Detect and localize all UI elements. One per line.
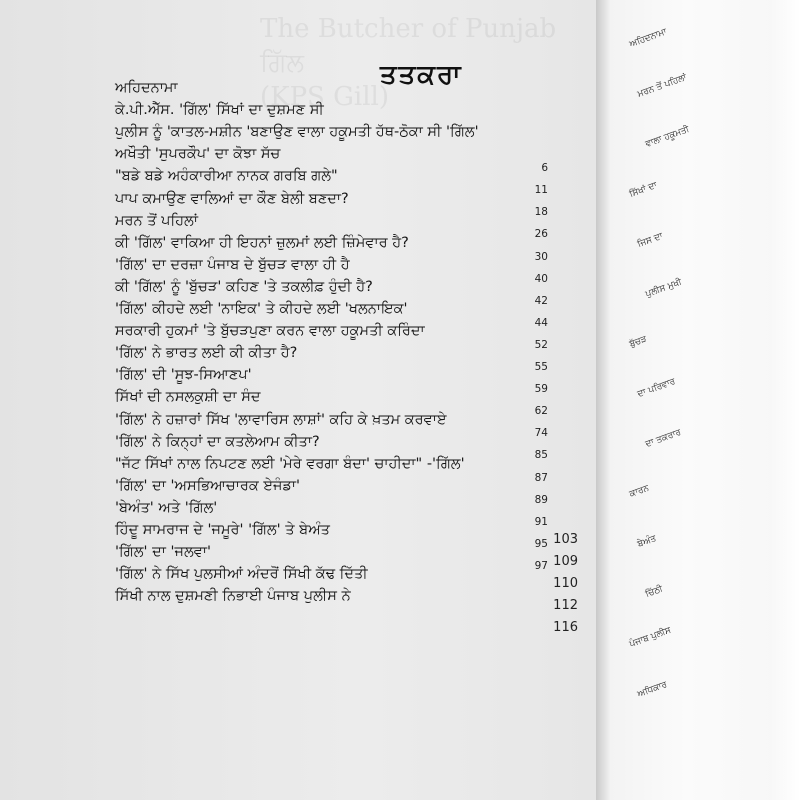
toc-entry: ਸਰਕਾਰੀ ਹੁਕਮਾਂ 'ਤੇ ਬੁੱਚੜਪੁਣਾ ਕਰਨ ਵਾਲਾ ਹਕੂਮਤੀ ਕਰਿੰਦਾ: [115, 323, 425, 340]
right-page-fragment: ਅਧਿਕਾਰ: [636, 679, 669, 700]
toc-page-number: 112: [553, 598, 578, 614]
toc-entry: 'ਗਿੱਲ' ਨੇ ਹਜ਼ਾਰਾਂ ਸਿੱਖ 'ਲਾਵਾਰਿਸ ਲਾਸ਼ਾਂ' ਕਹਿ ਕੇ ਖ਼ਤਮ ਕਰਵਾਏ: [115, 411, 447, 428]
toc-page-number: 91: [534, 515, 548, 528]
toc-page-number: 44: [534, 316, 548, 329]
toc-page-number: 6: [541, 162, 548, 175]
toc-page-number: 103: [553, 532, 578, 547]
toc-page-number: 26: [534, 228, 548, 241]
toc-entry: "ਜੱਟ ਸਿੱਖਾਂ ਨਾਲ ਨਿਪਟਣ ਲਈ 'ਮੇਰੇ ਵਰਗਾ ਬੰਦਾ' ਚਾਹੀਦਾ" -'ਗਿੱਲ': [115, 455, 465, 472]
toc-entry: ਸਿੱਖੀ ਨਾਲ ਦੁਸ਼ਮਣੀ ਨਿਭਾਈ ਪੰਜਾਬ ਪੁਲੀਸ ਨੇ: [115, 588, 351, 605]
toc-entry: ਹਿੰਦੂ ਸਾਮਰਾਜ ਦੇ 'ਜਮੂਰੇ' 'ਗਿੱਲ' ਤੇ ਬੇਅੰਤ: [115, 522, 330, 538]
toc-entry: "ਬਡੇ ਬਡੇ ਅਹੰਕਾਰੀਆ ਨਾਨਕ ਗਰਬਿ ਗਲੇ": [115, 168, 338, 185]
toc-page-number: 109: [553, 554, 578, 570]
toc-page-number: 59: [534, 383, 548, 396]
toc-entry: 'ਗਿੱਲ' ਨੇ ਕਿਨ੍ਹਾਂ ਦਾ ਕਤਲੇਆਮ ਕੀਤਾ?: [115, 433, 320, 450]
toc-page-number: 62: [534, 405, 548, 418]
book-gutter: [596, 0, 610, 800]
toc-entry: 'ਗਿੱਲ' ਦਾ 'ਜਲਵਾ': [115, 544, 211, 561]
right-page-fragment: ਅਹਿਦਨਾਮਾ: [628, 27, 669, 50]
right-page-fragment: ਬੇਅੰਤ: [636, 533, 658, 550]
toc-entry: ਅਹਿਦਨਾਮਾ: [115, 80, 178, 96]
toc-entry: ਅਖੌਤੀ 'ਸੁਪਰਕੌਪ' ਦਾ ਕੋਝਾ ਸੱਚ: [115, 146, 281, 163]
toc-page-number: 97: [534, 559, 548, 572]
toc-page-number: 85: [534, 449, 548, 462]
right-page-fragment: ਦਾ ਤਕਰਾਰ: [644, 427, 683, 450]
toc-entry: ਕੀ 'ਗਿੱਲ' ਨੂੰ 'ਬੁੱਚੜ' ਕਹਿਣ 'ਤੇ ਤਕਲੀਫ਼ ਹੁੰਦੀ ਹੈ?: [115, 278, 373, 295]
toc-page-number: 95: [534, 537, 548, 550]
right-page-fragment: ਜਿਸ ਦਾ: [636, 231, 665, 250]
toc-entry: 'ਗਿੱਲ' ਦਾ ਦਰਜ਼ਾ ਪੰਜਾਬ ਦੇ ਬੁੱਚੜ ਵਾਲਾ ਹੀ ਹੈ: [115, 256, 350, 273]
toc-page-number: 40: [534, 272, 548, 285]
right-page-fragment: ਦਾ ਪਰਿਵਾਰ: [636, 376, 677, 400]
toc-entry: 'ਗਿੱਲ' ਨੇ ਭਾਰਤ ਲਈ ਕੀ ਕੀਤਾ ਹੈ?: [115, 345, 298, 362]
toc-page-number: 116: [553, 620, 578, 636]
bleed-line: The Butcher of Punjab: [260, 14, 557, 44]
toc-page-number: 18: [534, 206, 548, 219]
toc-page-number: 74: [534, 427, 548, 440]
toc-entry: ਪਾਪ ਕਮਾਉਣ ਵਾਲਿਆਂ ਦਾ ਕੌਣ ਬੇਲੀ ਬਣਦਾ?: [115, 190, 349, 207]
toc-page-number: 52: [534, 338, 548, 351]
right-page-fragment: ਮਰਨ ਤੋਂ ਪਹਿਲਾਂ: [636, 72, 689, 100]
toc-entry: ਪੁਲੀਸ ਨੂੰ 'ਕਾਤਲ-ਮਸ਼ੀਨ 'ਬਣਾਉਣ ਵਾਲਾ ਹਕੂਮਤੀ ਹੱਥ-ਠੋਕਾ ਸੀ 'ਗਿੱਲ': [115, 124, 479, 141]
right-page-fragment: ਕਾਰਨ: [628, 483, 651, 500]
toc-title: ਤਤਕਰਾ: [380, 60, 463, 90]
toc-entry: ਕੇ.ਪੀ.ਐੱਸ. 'ਗਿੱਲ' ਸਿੱਖਾਂ ਦਾ ਦੁਸ਼ਮਣ ਸੀ: [115, 102, 324, 119]
toc-page-number: 11: [534, 184, 548, 197]
toc-entry: 'ਗਿੱਲ' ਦਾ 'ਅਸਭਿਆਚਾਰਕ ਏਜੰਡਾ': [115, 477, 301, 494]
toc-entry: ਸਿੱਖਾਂ ਦੀ ਨਸਲਕੁਸ਼ੀ ਦਾ ਸੰਦ: [115, 389, 261, 406]
right-page-fragment: ਪੰਜਾਬ ਪੁਲੀਸ: [628, 625, 673, 650]
toc-entry: ਕੀ 'ਗਿੱਲ' ਵਾਕਿਆ ਹੀ ਇਹਨਾਂ ਜ਼ੁਲਮਾਂ ਲਈ ਜ਼ਿੰਮੇਵਾਰ ਹੈ?: [115, 234, 409, 251]
right-page-fragment: ਬੁੱਚੜ: [628, 334, 649, 350]
bleed-line: (KPS Gill): [260, 82, 389, 112]
right-page-fragment: ਚਿੱਠੀ: [644, 584, 665, 600]
toc-page-number: 89: [534, 493, 548, 506]
toc-page-number: 87: [534, 471, 548, 484]
toc-page-number: 110: [553, 576, 578, 592]
right-page-fragment: ਪੁਲੀਸ ਮੁਖੀ: [644, 277, 684, 300]
toc-entry: ਮਰਨ ਤੋਂ ਪਹਿਲਾਂ: [115, 212, 198, 229]
toc-page-number: 30: [534, 250, 548, 263]
toc-entry: 'ਗਿੱਲ' ਕੀਹਦੇ ਲਈ 'ਨਾਇਕ' ਤੇ ਕੀਹਦੇ ਲਈ 'ਖਲਨਾਇਕ': [115, 301, 408, 317]
toc-page-number: 55: [534, 361, 548, 373]
toc-entry: 'ਬੇਅੰਤ' ਅਤੇ 'ਗਿੱਲ': [115, 499, 218, 516]
toc-page-number: 42: [534, 294, 548, 307]
bleed-line: ਗਿੱਲ: [260, 48, 305, 78]
toc-entry: 'ਗਿੱਲ' ਨੇ ਸਿੱਖ ਪੁਲਸੀਆਂ ਅੰਦਰੋਂ ਸਿੱਖੀ ਕੱਢ ਦਿੱਤੀ: [115, 566, 368, 583]
toc-entry: 'ਗਿੱਲ' ਦੀ 'ਸੂਝ-ਸਿਆਣਪ': [115, 367, 252, 384]
right-page-fragment: ਸਿੱਖਾਂ ਦਾ: [628, 180, 659, 200]
right-page-fragment: ਵਾਲਾ ਹਕੂਮਤੀ: [644, 124, 691, 150]
page-edge: [770, 0, 800, 800]
